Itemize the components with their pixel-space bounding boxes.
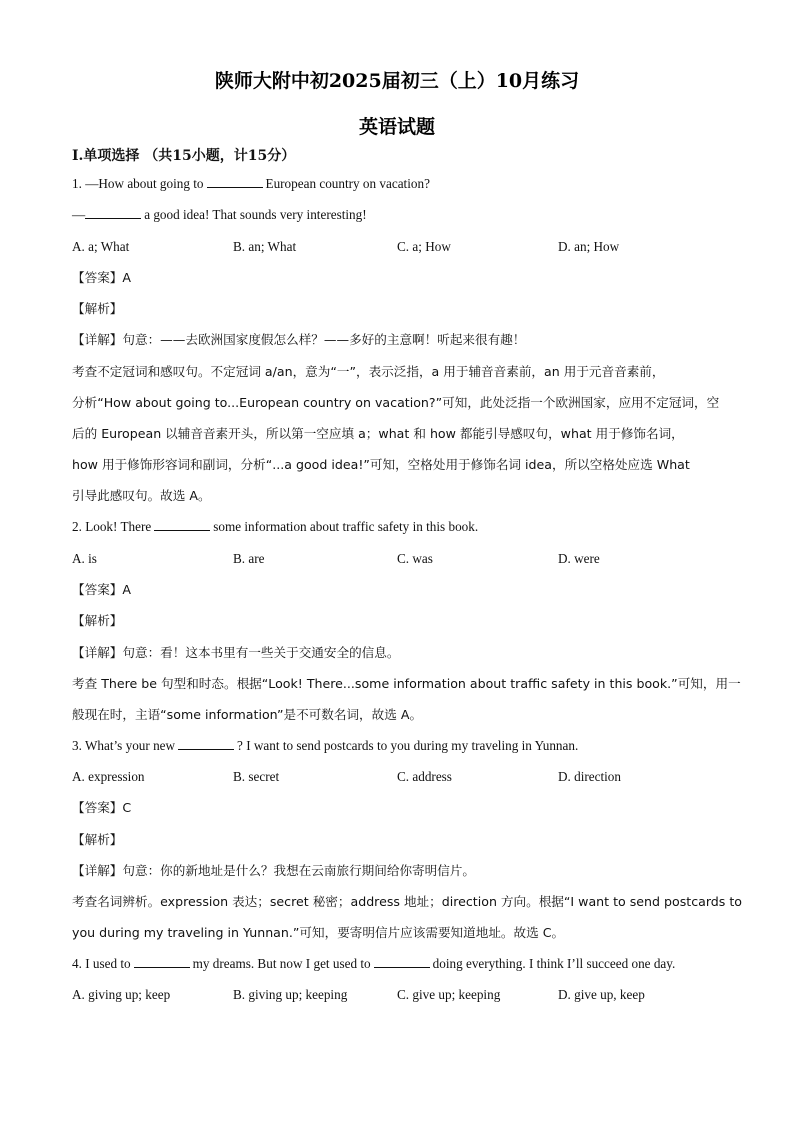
q1-option-d: D. an; How <box>558 239 620 254</box>
q3-explain-line-1: 考查名词辨析。expression 表达；secret 秘密；address 地址；direction 方向。根据“I want to send postcards to <box>72 894 743 909</box>
q3-option-b: B. secret <box>233 769 280 784</box>
q2-option-d: D. were <box>558 551 600 566</box>
page-title: 陕师大附中初2025届初三（上）10月练习 <box>214 70 580 92</box>
q1-detail: 【详解】句意：——去欧洲国家度假怎么样？——多好的主意啊！听起来很有趣！ <box>72 332 526 347</box>
q1-explain-line-5: 引导此感叹句。故选 A。 <box>72 488 211 503</box>
q4-stem-part-c: doing everything. I think I’ll succeed one day. <box>432 956 676 971</box>
q3-stem-part-a: 3. What’s your new <box>72 738 176 753</box>
q3-option-c: C. address <box>397 769 452 784</box>
q2-explain-line-1: 考查 There be 句型和时态。根据“Look! There...some information about traffic safety in this book.”可知，用一 <box>72 676 741 691</box>
q2-option-a: A. is <box>72 551 97 566</box>
q1-reply-dash: — <box>72 207 86 222</box>
q2-answer: 【答案】A <box>72 582 131 597</box>
question-3-stem <box>72 736 578 756</box>
q4-stem-part-a: 4. I used to <box>72 956 131 971</box>
q1-option-c: C. a; How <box>397 239 451 254</box>
q2-stem-part-b: some information about traffic safety in this book. <box>213 519 479 534</box>
q1-blank-2 <box>85 206 141 219</box>
q4-option-b: B. giving up; keeping <box>233 987 348 1002</box>
q2-stem-part-a: 2. Look! There <box>72 519 152 534</box>
q4-option-a: A. giving up; keep <box>72 987 171 1002</box>
q1-explain-line-1: 考查不定冠词和感叹句。不定冠词 a/an，意为“一”，表示泛指，a 用于辅音音素前，an 用于元音音素前， <box>72 364 665 379</box>
q3-explain-line-2: you during my traveling in Yunnan.”可知，要寄明信片应该需要知道地址。故选 C。 <box>72 925 565 940</box>
q3-option-a: A. expression <box>72 769 145 784</box>
q3-detail: 【详解】句意：你的新地址是什么？我想在云南旅行期间给你寄明信片。 <box>72 863 475 878</box>
q4-option-d: D. give up, keep <box>558 987 645 1002</box>
q2-option-b: B. are <box>233 551 265 566</box>
q1-option-b: B. an; What <box>233 239 297 254</box>
q1-blank-1 <box>207 175 263 188</box>
question-4-stem <box>72 954 675 974</box>
q3-option-d: D. direction <box>558 769 621 784</box>
question-1-stem <box>72 174 430 194</box>
q3-stem-part-b: ? I want to send postcards to you during my traveling in Yunnan. <box>237 738 579 753</box>
q1-explain-line-3: 后的 European 以辅音音素开头，所以第一空应填 a；what 和 how 都能引导感叹句，what 用于修饰名词， <box>72 426 684 441</box>
q1-stem-part-b: European country on vacation? <box>265 176 430 191</box>
section-heading: I.单项选择 （共15小题，计15分） <box>72 148 296 164</box>
q2-explain-line-2: 般现在时，主语“some information”是不可数名词，故选 A。 <box>72 707 423 722</box>
q3-answer: 【答案】C <box>72 800 132 815</box>
q3-blank <box>178 737 234 750</box>
q2-blank <box>154 518 210 531</box>
q4-stem-part-b: my dreams. But now I get used to <box>192 956 371 971</box>
q1-reply-text: a good idea! That sounds very interesting! <box>144 207 367 222</box>
q2-analysis-label: 【解析】 <box>72 613 123 628</box>
q1-explain-line-2: 分析“How about going to...European country on vacation?”可知，此处泛指一个欧洲国家，应用不定冠词，空 <box>72 395 720 410</box>
q4-option-c: C. give up; keeping <box>397 987 501 1002</box>
q4-blank-1 <box>134 955 190 968</box>
question-2-stem <box>72 517 478 537</box>
q2-option-c: C. was <box>397 551 433 566</box>
q4-blank-2 <box>374 955 430 968</box>
q1-option-a: A. a; What <box>72 239 130 254</box>
q1-answer: 【答案】A <box>72 270 131 285</box>
question-1-reply <box>72 205 367 225</box>
page-subtitle: 英语试题 <box>358 116 435 138</box>
q2-detail: 【详解】句意：看！这本书里有一些关于交通安全的信息。 <box>72 645 400 660</box>
q1-explain-line-4: how 用于修饰形容词和副词，分析“...a good idea!”可知，空格处用于修饰名词 idea，所以空格处应选 What <box>72 457 690 472</box>
q1-analysis-label: 【解析】 <box>72 301 123 316</box>
q1-stem-part-a: 1. —How about going to <box>72 176 204 191</box>
q3-analysis-label: 【解析】 <box>72 832 123 847</box>
